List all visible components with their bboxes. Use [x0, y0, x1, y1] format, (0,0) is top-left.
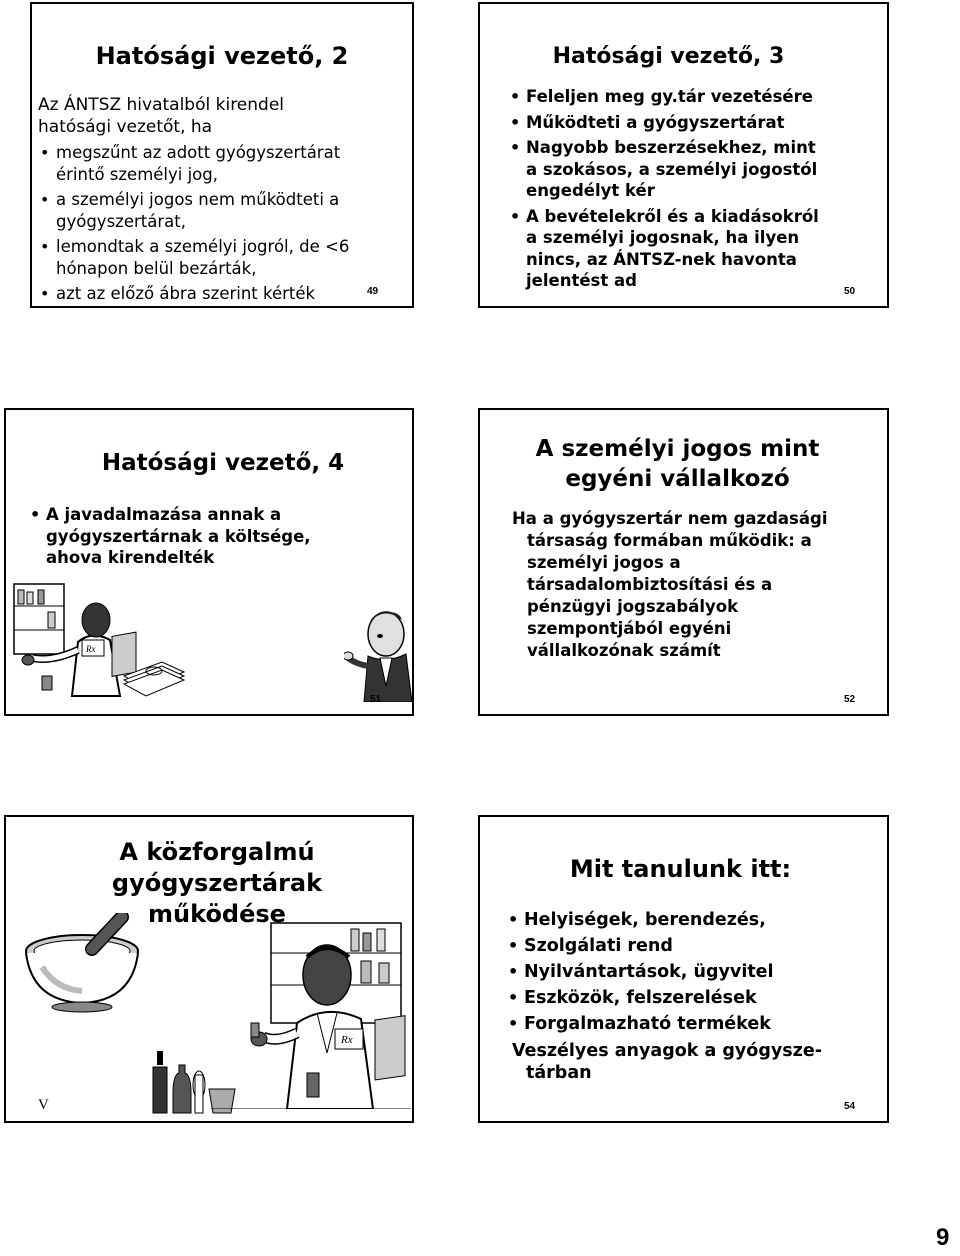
slide-number: 52 — [844, 694, 856, 705]
body-line: szempontjából egyéni — [527, 619, 732, 638]
list-item: • lemondtak a személyi jogról, de <6 hónapon belül bezárták, — [38, 236, 349, 279]
slide-number: 50 — [844, 286, 856, 297]
title-line: A közforgalmú — [119, 838, 315, 866]
extra-line: Veszélyes anyagok a gyógysze- — [512, 1041, 823, 1061]
list-item: • A bevételekről és a kiadásokról a személyi jogosnak, ha ilyen nincs, az ÁNTSZ-nek havonta jelentést ad — [508, 206, 819, 292]
list-item: • Működteti a gyógyszertárat — [508, 112, 819, 134]
page-number: 9 — [936, 1224, 950, 1251]
title-line: gyógyszertárak — [111, 869, 323, 897]
intro-line: hatósági vezetőt, ha — [38, 117, 213, 137]
title-line: működése — [148, 900, 286, 928]
slide-50 — [478, 2, 889, 308]
body-line: Ha a gyógyszertár nem gazdasági — [512, 509, 828, 528]
body-line: társaság formában működik: a — [527, 531, 812, 550]
slide-49 — [30, 2, 414, 308]
slide-title: Hatósági vezető, 4 — [101, 450, 345, 476]
body-text — [512, 508, 827, 662]
body-line: személyi jogos a — [527, 553, 681, 572]
body-line: pénzügyi jogszabályok — [527, 597, 739, 616]
slide-51 — [4, 408, 414, 716]
slide-54 — [478, 815, 889, 1123]
title-line: egyéni vállalkozó — [565, 466, 790, 492]
list-item: • azt az előző ábra szerint kérték — [38, 283, 349, 305]
svg-text:Rx: Rx — [341, 1034, 353, 1046]
pharmacist-illustration — [12, 580, 192, 698]
list-item: • A javadalmazása annak a gyógyszertárnak a költsége, ahova kirendelték — [28, 504, 311, 569]
businessman-illustration — [344, 606, 414, 702]
list-item: • Eszközök, felszerelések — [506, 987, 774, 1009]
list-item: • Feleljen meg gy.tár vezetésére — [508, 86, 819, 108]
body-line: társadalombiztosítási és a — [527, 575, 773, 594]
list-item: • a személyi jogos nem működteti a gyógyszertárat, — [38, 189, 349, 232]
bullet-list — [506, 909, 774, 1039]
slide-title: Hatósági vezető, 2 — [95, 42, 349, 70]
list-item: • Szolgálati rend — [506, 935, 774, 957]
title-line: A személyi jogos mint — [535, 436, 820, 462]
slide-53 — [4, 815, 414, 1123]
slide-number: 54 — [844, 1101, 856, 1112]
corner-label: V — [38, 1097, 49, 1113]
svg-text:Rx: Rx — [86, 644, 96, 654]
bullet-list — [508, 86, 819, 296]
list-item: • Nagyobb beszerzésekhez, mint a szokásos, a személyi jogostól engedélyt kér — [508, 137, 819, 202]
slide-number: 51 — [370, 694, 382, 705]
list-item: • megszűnt az adott gyógyszertárat érintő személyi jog, — [38, 142, 349, 185]
mortar-pestle-illustration — [22, 913, 142, 1013]
slide-title — [478, 434, 887, 494]
bullet-list — [38, 142, 349, 308]
list-item: • Forgalmazható termékek — [506, 1013, 774, 1035]
extra-line: tárban — [526, 1063, 592, 1083]
extra-text — [512, 1040, 822, 1084]
pharmacist-illustration — [211, 913, 411, 1109]
list-item: • Nyilvántartások, ügyvitel — [506, 961, 774, 983]
slide-52 — [478, 408, 889, 716]
slide-number: 49 — [367, 286, 379, 297]
bullet-list — [28, 504, 311, 573]
body-line: vállalkozónak számít — [527, 641, 721, 660]
slide-title: Mit tanulunk itt: — [569, 855, 792, 883]
list-item: • Helyiségek, berendezés, — [506, 909, 774, 931]
intro-line: Az ÁNTSZ hivatalból kirendel — [38, 95, 285, 115]
intro-text — [38, 94, 284, 138]
slide-title: Hatósági vezető, 3 — [552, 44, 785, 69]
